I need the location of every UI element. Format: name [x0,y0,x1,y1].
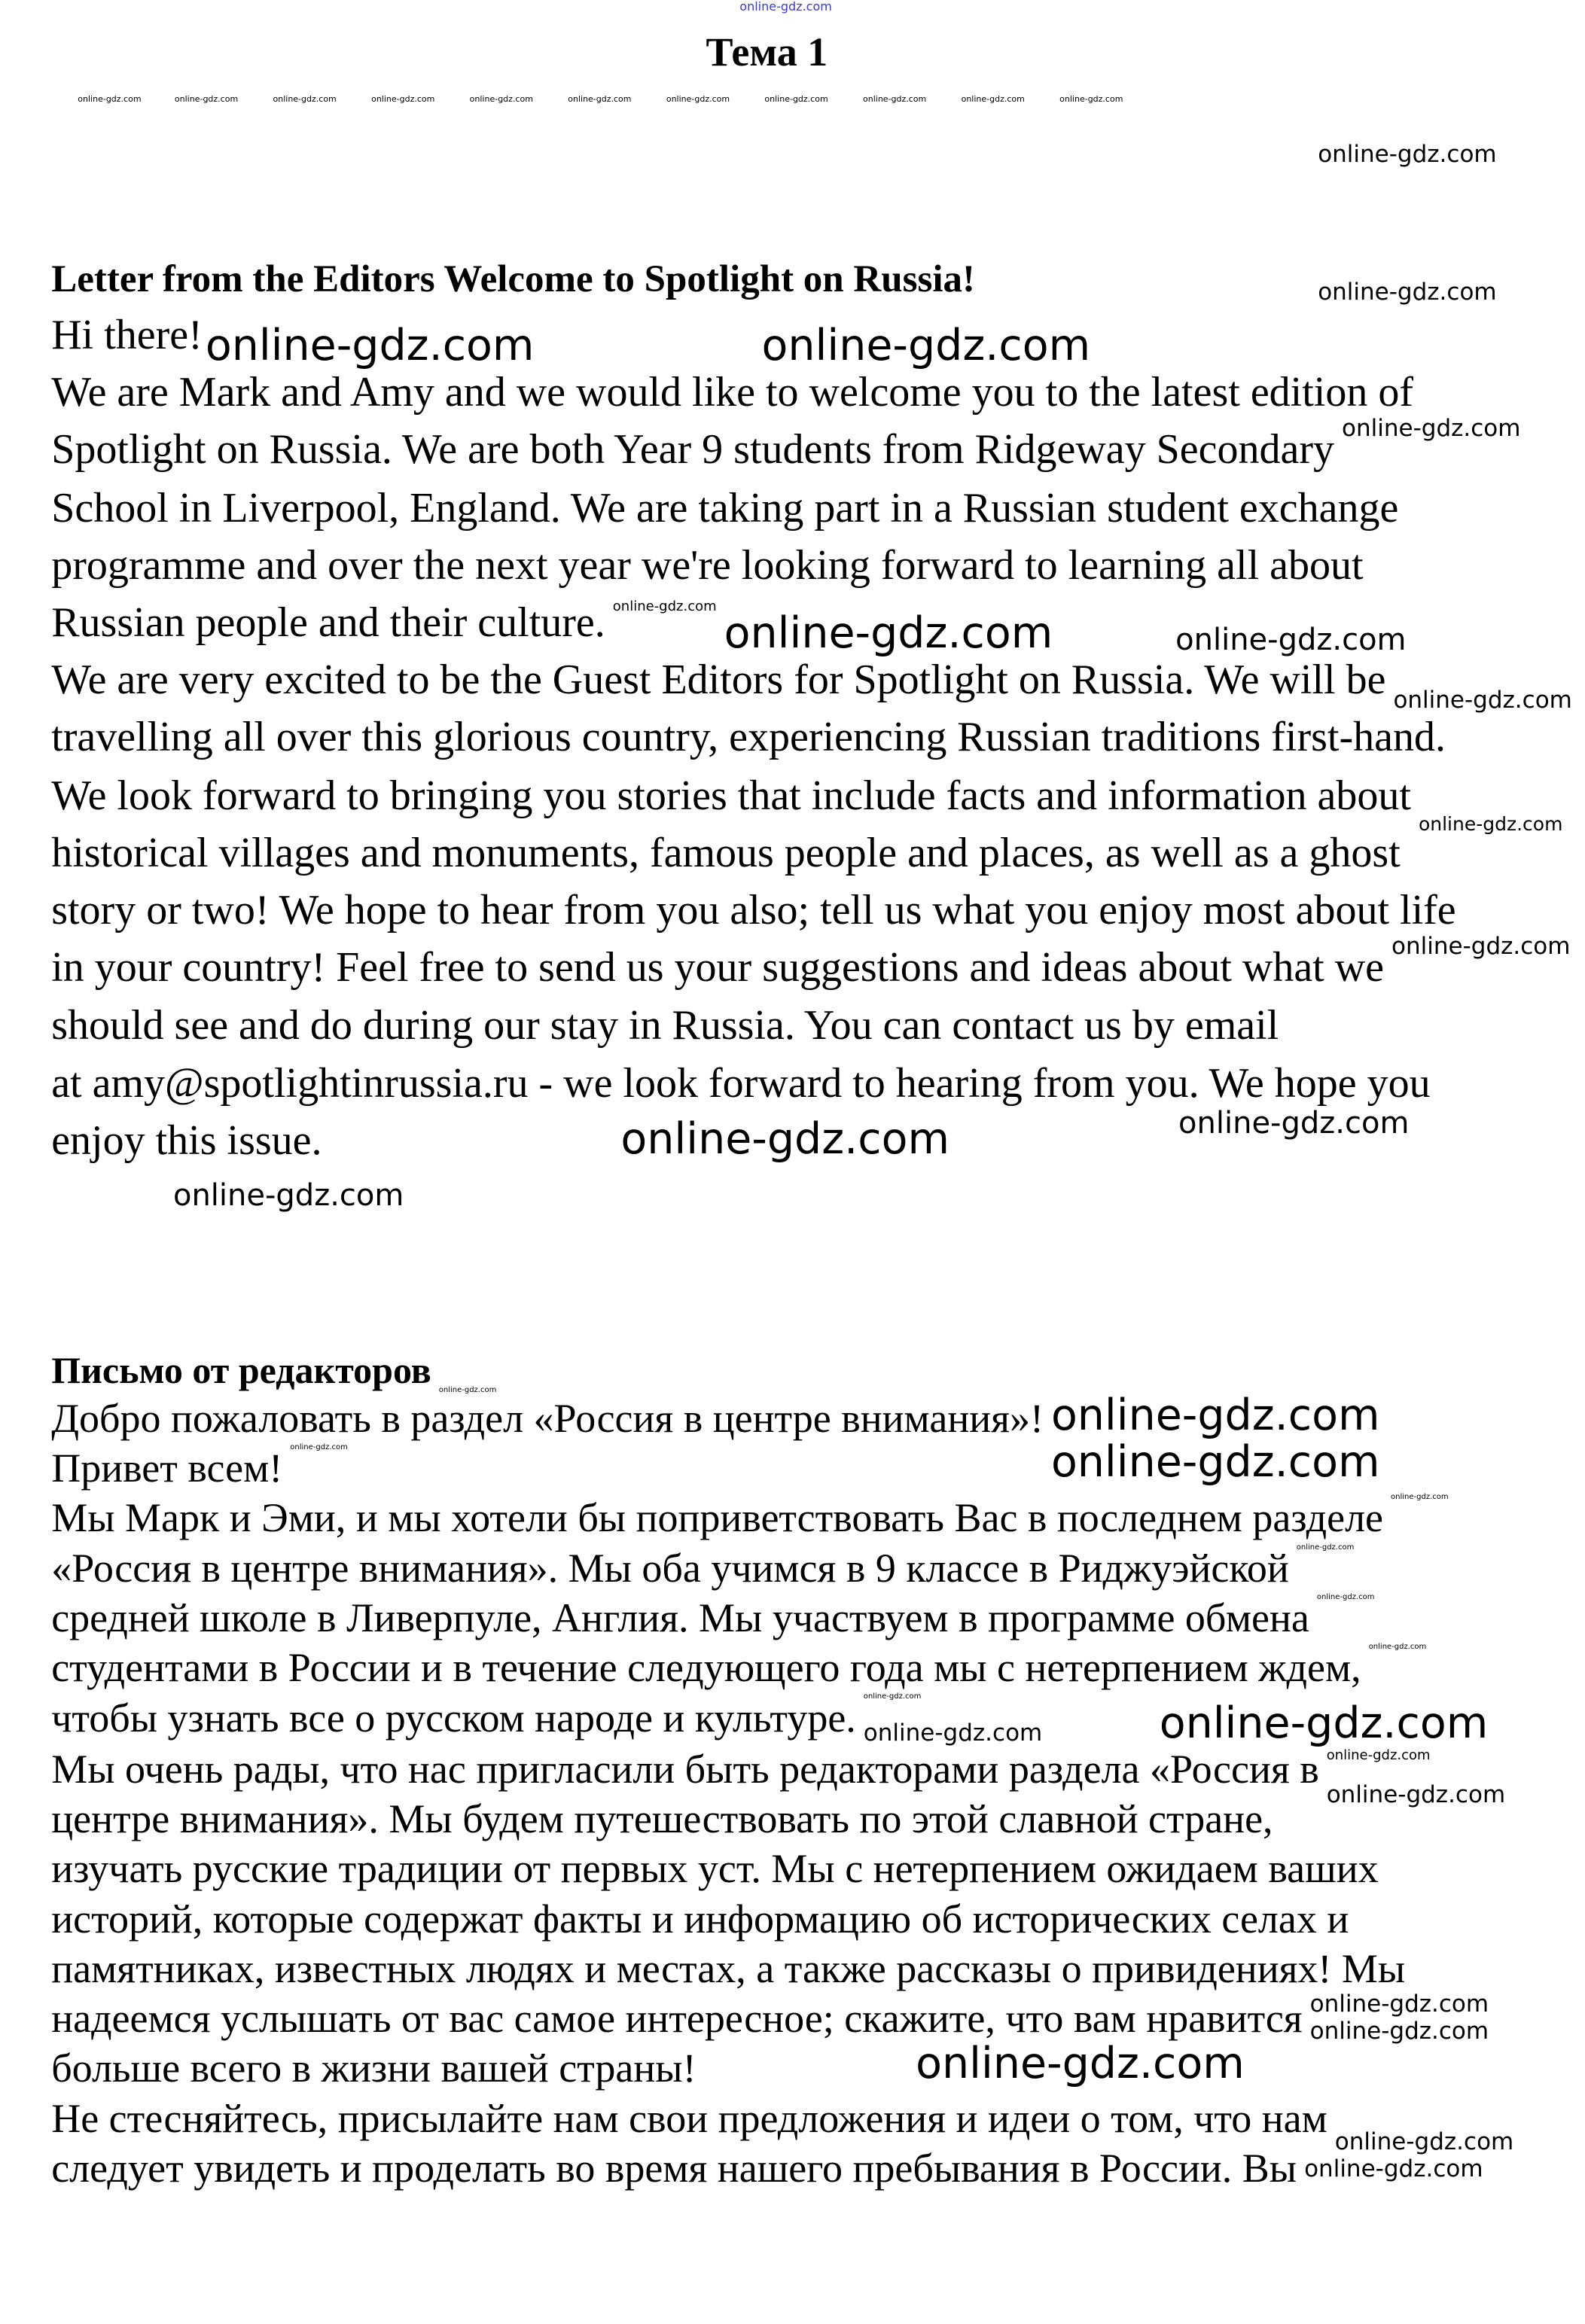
english-text-line: Russian people and their culture. [51,599,605,647]
watermark: online-gdz.com [1316,1592,1375,1601]
watermark-top: online-gdz.com [739,0,832,14]
watermark: online-gdz.com [1059,94,1123,105]
watermark: online-gdz.com [1393,687,1572,714]
russian-heading: Письмо от редакторов [51,1348,431,1391]
russian-text-line: следует увидеть и проделать во время нашего пребывания в России. Вы [51,2145,1297,2191]
english-text-line: historical villages and monuments, famous people and places, as well as a ghost [51,830,1401,877]
watermark: online-gdz.com [1326,1780,1506,1808]
watermark: online-gdz.com [724,608,1053,659]
watermark: online-gdz.com [172,1178,404,1214]
watermark: online-gdz.com [205,321,535,371]
russian-text-line: историй, которые содержат факты и информацию об исторических селах и [51,1896,1349,1942]
russian-text-line: «Россия в центре внимания». Мы оба учимся в 9 классе в Риджуэйской [51,1545,1289,1591]
watermark: online-gdz.com [1368,1643,1427,1652]
english-text-line: travelling all over this glorious country, experiencing Russian traditions first-hand. [51,714,1446,761]
russian-text-line: изучать русские традиции от первых уст. Мы с нетерпением ожидаем ваших [51,1846,1379,1892]
watermark: online-gdz.com [568,94,632,105]
russian-text-line: чтобы узнать все о русском народе и культуре. [51,1695,856,1741]
english-text-line: Hi there! [51,312,203,359]
russian-text-line: Мы очень рады, что нас пригласили быть редакторами раздела «Россия в [51,1746,1319,1792]
russian-text-line: больше всего в жизни вашей страны! [51,2045,696,2091]
english-text-line: Spotlight on Russia. We are both Year 9 students from Ridgeway Secondary [51,426,1335,474]
watermark: online-gdz.com [1296,1543,1355,1552]
english-text-line: programme and over the next year we're looking forward to learning all about [51,542,1364,589]
watermark: online-gdz.com [371,94,435,105]
russian-text-line: надеемся услышать от вас самое интересное; скажите, что вам нравится [51,1996,1303,2042]
russian-text-line: памятниках, известных людях и местах, а также рассказы о привидениях! Мы [51,1945,1406,1991]
watermark: online-gdz.com [1159,1698,1489,1748]
watermark: online-gdz.com [1391,1493,1449,1502]
watermark: online-gdz.com [78,94,142,105]
watermark: online-gdz.com [1050,1436,1380,1487]
watermark: online-gdz.com [290,1443,348,1452]
watermark: online-gdz.com [1178,1106,1410,1141]
watermark: online-gdz.com [916,2039,1245,2089]
watermark: online-gdz.com [863,1719,1043,1747]
watermark: online-gdz.com [764,94,828,105]
english-text-line: We are Mark and Amy and we would like to welcome you to the latest edition of [51,369,1413,416]
russian-text-line: средней школе в Ливерпуле, Англия. Мы участвуем в программе обмена [51,1595,1309,1640]
watermark: online-gdz.com [273,94,337,105]
english-text-line: We are very excited to be the Guest Editors for Spotlight on Russia. We will be [51,656,1386,704]
watermark: online-gdz.com [1309,2017,1489,2045]
russian-text-line: Не стесняйтесь, присылайте нам свои предложения и идеи о том, что нам [51,2095,1327,2141]
english-text-line: at amy@spotlightinrussia.ru - we look forward to hearing from you. We hope you [51,1060,1431,1107]
watermark: online-gdz.com [761,321,1091,371]
watermark: online-gdz.com [1309,1990,1489,2018]
english-text-line: in your country! Feel free to send us your suggestions and ideas about what we [51,944,1385,991]
watermark: online-gdz.com [1304,2155,1483,2183]
watermark: online-gdz.com [620,1113,949,1164]
watermark: online-gdz.com [1318,140,1497,168]
watermark: online-gdz.com [1318,278,1497,306]
english-text-line: We look forward to bringing you stories that include facts and information about [51,772,1411,820]
watermark: online-gdz.com [863,94,927,105]
watermark: online-gdz.com [1050,1390,1380,1440]
watermark: online-gdz.com [438,1385,497,1394]
watermark: online-gdz.com [612,598,717,614]
russian-text-line: Мы Марк и Эми, и мы хотели бы поприветствовать Вас в последнем разделе [51,1495,1384,1541]
watermark: online-gdz.com [1326,1747,1431,1763]
watermark: online-gdz.com [1418,812,1563,835]
watermark: online-gdz.com [174,94,239,105]
english-text-line: enjoy this issue. [51,1117,322,1165]
watermark: online-gdz.com [1391,933,1571,961]
russian-text-line: Привет всем! [51,1445,283,1491]
watermark: online-gdz.com [863,1692,922,1701]
russian-text-line: Добро пожаловать в раздел «Россия в центре внимания»! [51,1395,1044,1441]
watermark: online-gdz.com [1175,622,1407,657]
watermark: online-gdz.com [1334,2128,1514,2156]
page-title: Тема 1 [706,29,828,75]
russian-text-line: центре внимания». Мы будем путешествовать по этой славной стране, [51,1796,1273,1841]
english-text-line: School in Liverpool, England. We are taking part in a Russian student exchange [51,485,1399,532]
english-text-line: should see and do during our stay in Russia. You can contact us by email [51,1001,1279,1049]
watermark: online-gdz.com [1342,415,1521,442]
watermark: online-gdz.com [666,94,730,105]
watermark: online-gdz.com [961,94,1025,105]
russian-text-line: студентами в России и в течение следующего года мы с нетерпением ждем, [51,1645,1361,1691]
english-heading: Letter from the Editors Welcome to Spotlight on Russia! [51,258,975,301]
english-text-line: story or two! We hope to hear from you also; tell us what you enjoy most about life [51,887,1456,934]
watermark: online-gdz.com [469,94,533,105]
